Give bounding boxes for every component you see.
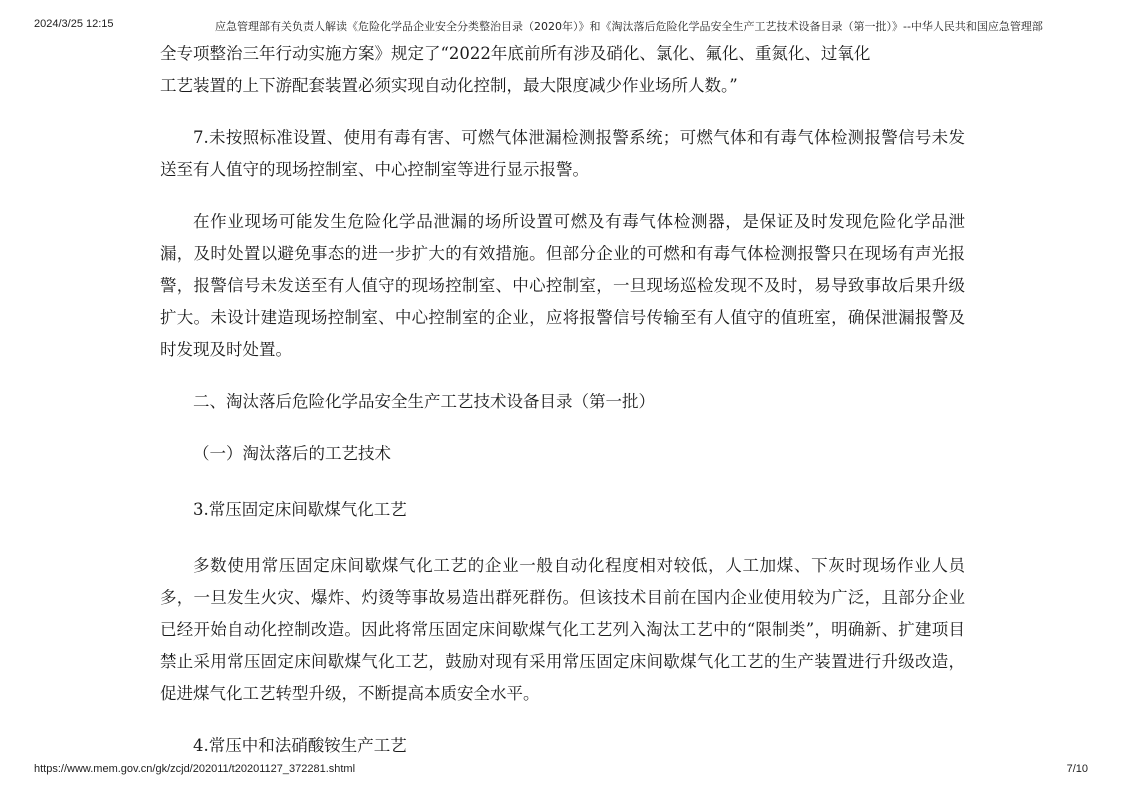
paragraph: 在作业现场可能发生危险化学品泄漏的场所设置可燃及有毒气体检测器，是保证及时发现危险化学品泄漏，及时处置以避免事态的进一步扩大的有效措施。但部分企业的可燃和有毒气体检测报警只在现场有声光报警，报警信号未发送至有人值守的现场控制室、中心控制室，一旦现场巡检发现不及时，易导致事故后果升级扩大。未设计建造现场控制室、中心控制室的企业，应将报警信号传输至有人值守的值班室，确保泄漏报警及时发现及时处置。 <box>160 212 965 359</box>
paragraph: 多数使用常压固定床间歇煤气化工艺的企业一般自动化程度相对较低，人工加煤、下灰时现场作业人员多，一旦发生火灾、爆炸、灼烫等事故易造出群死群伤。但该技术目前在国内企业使用较为广泛，且部分企业已经开始自动化控制改造。因此将常压固定床间歇煤气化工艺列入淘汰工艺中的“限制类”，明确新、扩建项目禁止采用常压固定床间歇煤气化工艺，鼓励对现有采用常压固定床间歇煤气化工艺的生产装置进行升级改造，促进煤气化工艺转型升级，不断提高本质安全水平。 <box>160 556 965 703</box>
item-4-title: 4.常压中和法硝酸铵生产工艺 <box>193 736 407 755</box>
print-datetime: 2024/3/25 12:15 <box>34 18 114 30</box>
item-3-title: 3.常压固定床间歇煤气化工艺 <box>193 500 407 519</box>
item-7-paragraph: 7.未按照标准设置、使用有毒有害、可燃气体泄漏检测报警系统；可燃气体和有毒气体检测报警信号未发送至有人值守的现场控制室、中心控制室等进行显示报警。 <box>160 128 965 179</box>
paragraph-line: 工艺装置的上下游配套装置必须实现自动化控制，最大限度减少作业场所人数。” <box>160 76 738 95</box>
page-url: https://www.mem.gov.cn/gk/zcjd/202011/t20201127_372281.shtml <box>34 763 356 775</box>
subsection-heading: （一）淘汰落后的工艺技术 <box>193 444 391 463</box>
paragraph-line: 全专项整治三年行动实施方案》规定了“2022年底前所有涉及硝化、氯化、氟化、重氮化、过氧化 <box>160 44 871 63</box>
article-body <box>160 38 965 762</box>
page-number: 7/10 <box>1066 763 1088 775</box>
section-heading: 二、淘汰落后危险化学品安全生产工艺技术设备目录（第一批） <box>193 392 655 411</box>
page-header-title: 应急管理部有关负责人解读《危险化学品企业安全分类整治目录（2020年）》和《淘汰落后危险化学品安全生产工艺技术设备目录（第一批）》--中华人民共和国应急管理部 <box>215 20 1043 33</box>
